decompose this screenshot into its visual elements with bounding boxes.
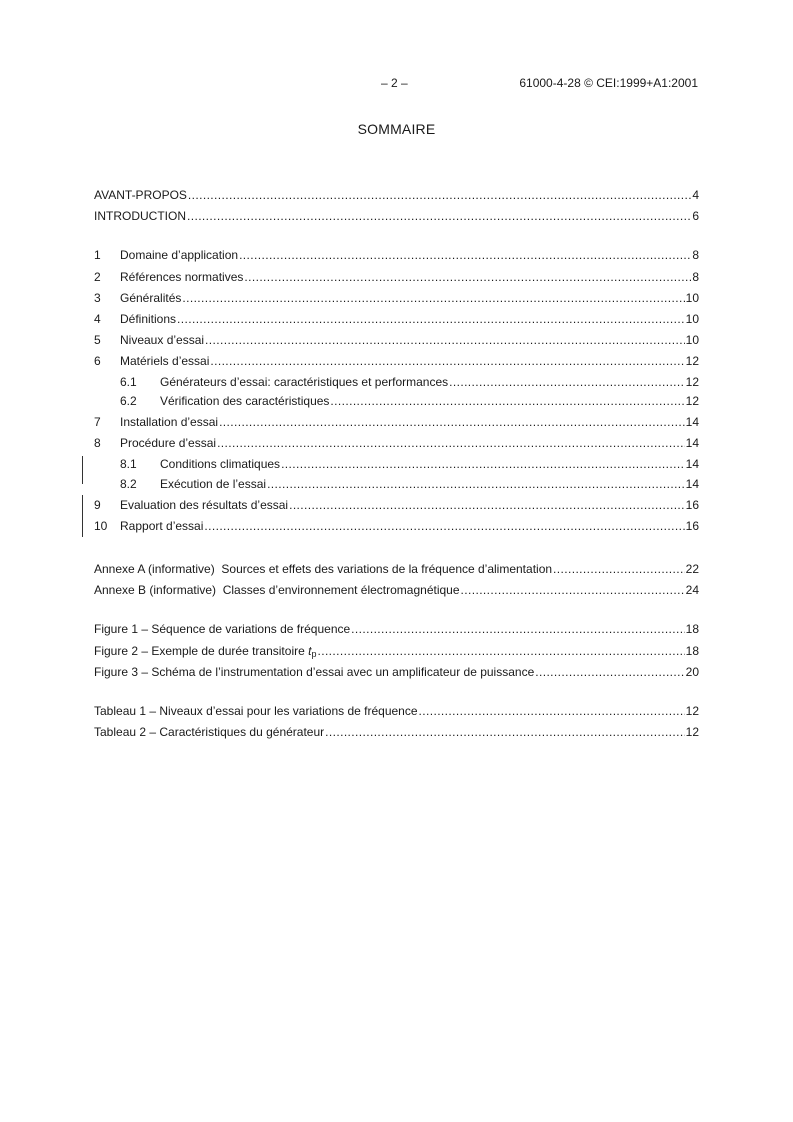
toc-entry-section-1[interactable] <box>94 245 699 266</box>
toc-number: 5 <box>94 333 101 348</box>
toc-entry-table-2[interactable] <box>94 722 699 743</box>
dot-leader <box>188 185 691 206</box>
toc-entry-figure-1[interactable] <box>94 619 699 640</box>
dot-leader <box>244 267 691 288</box>
toc-page: 10 <box>685 333 699 348</box>
toc-number: 6.2 <box>120 394 137 408</box>
dot-leader <box>281 454 685 475</box>
toc-entry-table-1[interactable] <box>94 701 699 722</box>
toc-label: Exécution de l’essai <box>160 477 267 492</box>
dot-leader <box>325 722 684 743</box>
toc-label: Générateurs d’essai: caractéristiques et performances <box>160 374 449 389</box>
toc-number: 4 <box>94 311 101 326</box>
toc-page: 20 <box>685 664 699 679</box>
toc-entry-figure-2[interactable] <box>94 641 699 662</box>
toc-number: 6 <box>94 354 101 369</box>
dot-leader <box>219 412 685 433</box>
toc-entry-section-2[interactable] <box>94 267 699 288</box>
toc-page: 16 <box>685 497 699 512</box>
page-number: – 2 – <box>381 76 408 90</box>
toc-label: Tableau 1 – Niveaux d’essai pour les variations de fréquence <box>94 703 418 718</box>
table-of-contents <box>94 185 699 743</box>
toc-number: 2 <box>94 269 101 284</box>
toc-number: 8.2 <box>120 477 137 492</box>
dot-leader <box>449 373 685 393</box>
toc-label: Définitions <box>120 311 177 326</box>
toc-page: 16 <box>685 518 699 533</box>
toc-number: 1 <box>94 248 101 263</box>
toc-page: 14 <box>685 414 699 429</box>
math-symbol: t <box>308 643 312 658</box>
toc-number: 10 <box>94 518 108 533</box>
dot-leader <box>535 662 684 683</box>
toc-label: Conditions climatiques <box>160 456 281 471</box>
toc-entry-section-5[interactable] <box>94 330 699 351</box>
spacer <box>94 227 699 245</box>
toc-page: 18 <box>685 622 699 637</box>
toc-number: 9 <box>94 497 101 512</box>
page-title: SOMMAIRE <box>357 121 436 137</box>
toc-entry-section-8[interactable] <box>94 433 699 454</box>
toc-entry-annex-a[interactable] <box>94 559 699 580</box>
toc-entry-section-3[interactable] <box>94 288 699 309</box>
toc-entry-figure-3[interactable] <box>94 662 699 683</box>
math-subscript: p <box>311 648 317 659</box>
toc-page: 12 <box>685 394 699 408</box>
dot-leader <box>553 559 685 580</box>
dot-leader <box>210 351 684 372</box>
toc-page: 12 <box>685 725 699 740</box>
toc-label: INTRODUCTION <box>94 209 186 224</box>
dot-leader <box>330 392 684 412</box>
toc-page: 24 <box>685 583 699 598</box>
toc-label: Annexe B (informative) Classes d’environnement électromagnétique <box>94 583 460 598</box>
toc-entry-section-7[interactable] <box>94 412 699 433</box>
document-reference: 61000-4-28 © CEI:1999+A1:2001 <box>519 76 698 90</box>
dot-leader <box>205 330 685 351</box>
change-bar <box>82 495 83 537</box>
toc-page: 18 <box>685 643 699 658</box>
toc-label: Annexe A (informative) Sources et effets des variations de la fréquence d’alimentation <box>94 561 553 576</box>
toc-label: Rapport d’essai <box>120 518 204 533</box>
toc-page: 14 <box>685 477 699 492</box>
toc-label: Matériels d’essai <box>120 354 210 369</box>
spacer <box>94 601 699 619</box>
page-header <box>0 76 793 92</box>
toc-page: 8 <box>692 269 699 284</box>
toc-page: 22 <box>685 561 699 576</box>
toc-label: Vérification des caractéristiques <box>160 394 330 408</box>
spacer <box>94 683 699 701</box>
change-bar <box>82 456 83 484</box>
toc-page: 12 <box>685 354 699 369</box>
toc-label: Généralités <box>120 290 182 305</box>
toc-page: 12 <box>685 374 699 389</box>
dot-leader <box>419 701 685 722</box>
toc-label: Domaine d’application <box>120 248 239 263</box>
toc-number: 8 <box>94 435 101 450</box>
toc-entry-section-9[interactable] <box>94 495 699 516</box>
dot-leader <box>267 475 685 495</box>
toc-page: 14 <box>685 435 699 450</box>
toc-entry-introduction[interactable] <box>94 206 699 227</box>
dot-leader <box>461 580 685 601</box>
toc-entry-section-6[interactable] <box>94 351 699 372</box>
toc-entry-section-8-1[interactable] <box>94 454 699 475</box>
toc-entry-section-6-2[interactable] <box>94 392 699 412</box>
toc-label: Niveaux d’essai <box>120 333 205 348</box>
toc-label: Installation d’essai <box>120 414 219 429</box>
dot-leader <box>187 206 691 227</box>
toc-label-text: Figure 2 – Exemple de durée transitoire <box>94 643 309 658</box>
toc-page: 10 <box>685 290 699 305</box>
toc-label: Références normatives <box>120 269 244 284</box>
toc-number: 7 <box>94 414 101 429</box>
dot-leader <box>289 495 685 516</box>
toc-entry-avant-propos[interactable] <box>94 185 699 206</box>
dot-leader <box>239 245 691 266</box>
toc-label: Figure 1 – Séquence de variations de fréquence <box>94 622 351 637</box>
toc-entry-section-6-1[interactable] <box>94 373 699 393</box>
toc-page: 14 <box>685 456 699 471</box>
dot-leader <box>204 516 684 537</box>
dot-leader <box>351 619 684 640</box>
toc-label: AVANT-PROPOS <box>94 188 187 202</box>
toc-entry-annex-b[interactable] <box>94 580 699 601</box>
dot-leader <box>217 433 685 454</box>
toc-label: Procédure d’essai <box>120 435 217 450</box>
dot-leader <box>182 288 684 309</box>
toc-entry-section-10[interactable] <box>94 516 699 537</box>
toc-entry-section-4[interactable] <box>94 309 699 330</box>
toc-page: 6 <box>692 209 699 224</box>
dot-leader <box>177 309 685 330</box>
toc-page: 12 <box>685 703 699 718</box>
dot-leader <box>317 641 684 662</box>
toc-label: Evaluation des résultats d’essai <box>120 497 289 512</box>
toc-number: 6.1 <box>120 374 137 389</box>
toc-number: 8.1 <box>120 456 137 471</box>
spacer <box>94 537 699 559</box>
toc-number: 3 <box>94 290 101 305</box>
toc-label: Tableau 2 – Caractéristiques du générateur <box>94 725 325 740</box>
toc-page: 8 <box>692 248 699 263</box>
toc-page: 4 <box>692 188 699 202</box>
toc-label: Figure 3 – Schéma de l’instrumentation d’essai avec un amplificateur de puissance <box>94 664 535 679</box>
toc-page: 10 <box>685 311 699 326</box>
toc-entry-section-8-2[interactable] <box>94 475 699 495</box>
